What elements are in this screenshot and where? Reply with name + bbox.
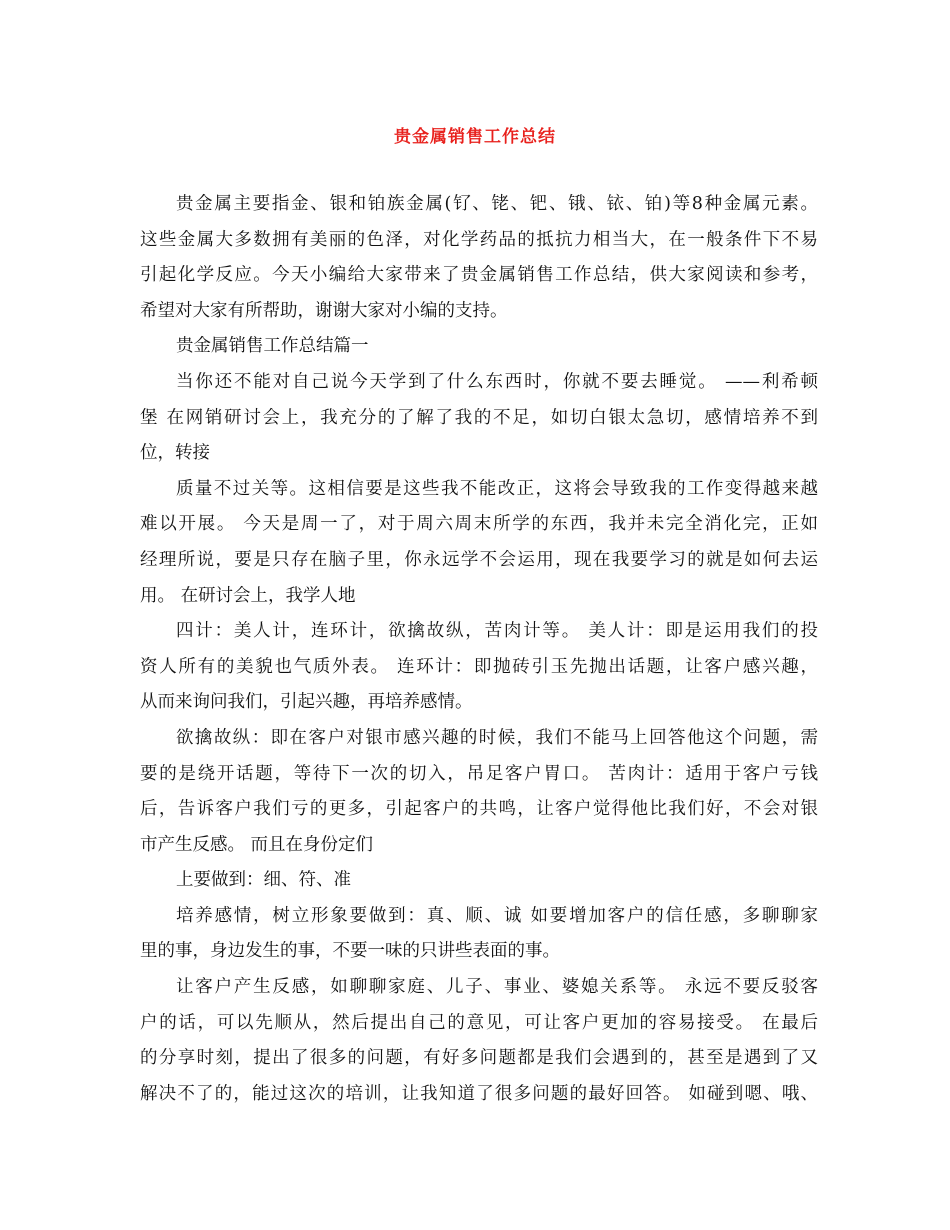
text-line: 质量不过关等。这相信要是这些我不能改正，这将会导致我的工作变得越来越 [176,478,818,499]
text-line: 堡 在网销研讨会上，我充分的了解了我的不足，如切白银太急切，感情培养不到 [140,407,818,428]
text-line: 户的话，可以先顺从，然后提出自己的意见，可让客户更加的容易接受。 在最后 [140,1012,818,1033]
text-line: 市产生反感。 而且在身份定们 [140,834,374,855]
document-body [140,187,818,1112]
text-line: 欲擒故纵：即在客户对银市感兴趣的时候，我们不能马上回答他这个问题，需 [176,727,818,748]
text-line: 从而来询问我们，引起兴趣，再培养感情。 [140,692,473,713]
text-line: 资人所有的美貌也气质外表。 连环计：即抛砖引玉先抛出话题，让客户感兴趣， [140,656,818,677]
text-line: 难以开展。 今天是周一了，对于周六周末所学的东西，我并未完全消化完，正如 [140,514,818,535]
text-line: 引起化学反应。今天小编给大家带来了贵金属销售工作总结，供大家阅读和参考， [140,265,818,286]
text-line: 四计：美人计，连环计，欲擒故纵，苦肉计等。 美人计：即是运用我们的投 [176,621,818,642]
text-line: 位，转接 [140,443,210,464]
text-line: 用。 在研讨会上，我学人地 [140,585,356,606]
text-line: 让客户产生反感，如聊聊家庭、儿子、事业、婆媳关系等。 永远不要反驳客 [176,977,818,998]
text-line: 贵金属主要指金、银和铂族金属(钌、铑、钯、锇、铱、铂)等8种金属元素。 [176,194,818,214]
text-line: 里的事，身边发生的事，不要一味的只讲些表面的事。 [140,941,560,962]
text-line: 培养感情，树立形象要做到：真、顺、诚 如要增加客户的信任感，多聊聊家 [176,905,818,926]
text-line: 贵金属销售工作总结篇一 [176,336,369,357]
text-line: 的分享时刻，提出了很多的问题，有好多问题都是我们会遇到的，甚至是遇到了又 [140,1048,818,1069]
text-line: 解决不了的，能过这次的培训，让我知道了很多问题的最好回答。 如碰到嗯、哦、 [140,1083,818,1104]
text-line: 希望对大家有所帮助，谢谢大家对小编的支持。 [140,300,508,321]
text-line: 这些金属大多数拥有美丽的色泽，对化学药品的抵抗力相当大，在一般条件下不易 [140,229,818,250]
document-title: 贵金属销售工作总结 [394,127,556,147]
text-line: 后，告诉客户我们亏的更多，引起客户的共鸣，让客户觉得他比我们好，不会对银 [140,799,818,820]
text-line: 上要做到：细、符、准 [176,870,351,891]
text-line: 当你还不能对自己说今天学到了什么东西时，你就不要去睡觉。 ——利希顿 [176,371,818,392]
text-line: 要的是绕开话题，等待下一次的切入，吊足客户胃口。 苦肉计：适用于客户亏钱 [140,763,818,784]
text-line: 经理所说，要是只存在脑子里，你永远学不会运用，现在我要学习的就是如何去运 [140,549,818,570]
